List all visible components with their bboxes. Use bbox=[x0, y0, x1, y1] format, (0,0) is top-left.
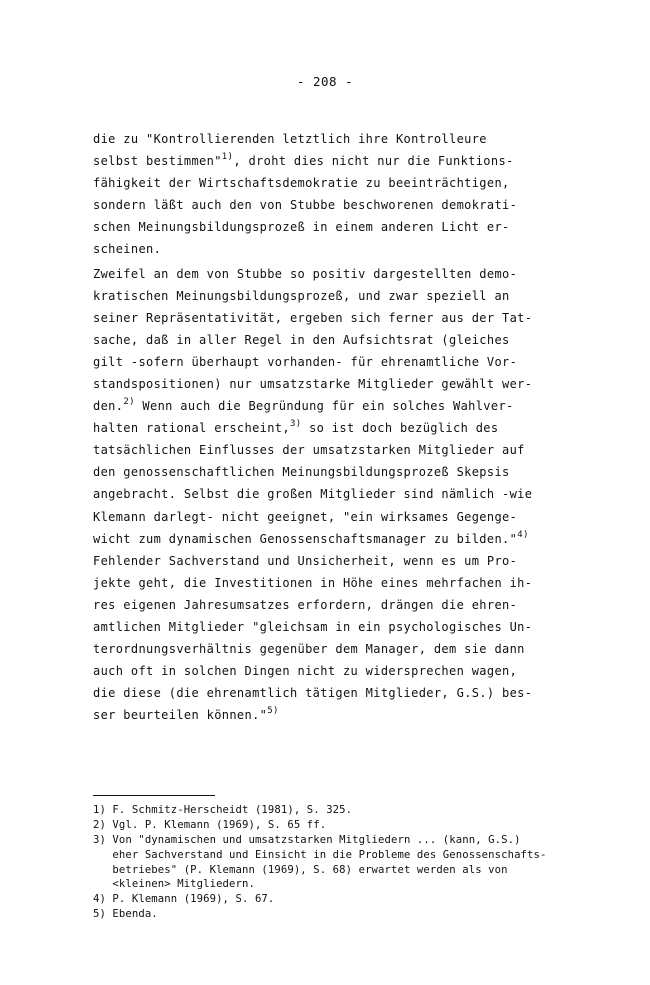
text-run: Wenn auch die Begründung für ein solches Wahlver- bbox=[134, 399, 514, 414]
text-run: halten rational erscheint, bbox=[93, 421, 290, 436]
text-line: standspositionen) nur umsatzstarke Mitglieder gewählt wer- bbox=[93, 377, 533, 392]
text-line: scheinen. bbox=[93, 242, 162, 257]
text-line bbox=[93, 704, 573, 726]
footnote-line: 2) Vgl. P. Klemann (1969), S. 65 ff. bbox=[93, 818, 327, 831]
footnote-ref: 4) bbox=[517, 529, 529, 540]
footnote-line: 4) P. Klemann (1969), S. 67. bbox=[93, 893, 275, 906]
text-run: wicht zum dynamischen Genossenschaftsmanager zu bilden." bbox=[93, 531, 518, 546]
footnote-ref: 1) bbox=[221, 152, 234, 163]
text-run: ser beurteilen können." bbox=[93, 707, 268, 722]
text-line bbox=[93, 417, 573, 439]
paragraph-2 bbox=[93, 263, 573, 726]
text-line: tatsächlichen Einflusses der umsatzstarken Mitglieder auf bbox=[93, 443, 525, 458]
text-line: sondern läßt auch den von Stubbe beschworenen demokrati- bbox=[93, 198, 518, 213]
footnote-line: 5) Ebenda. bbox=[93, 908, 158, 921]
text-line bbox=[93, 395, 573, 417]
text-line: jekte geht, die Investitionen in Höhe eines mehrfachen ih- bbox=[93, 575, 533, 590]
footnote-ref: 2) bbox=[123, 397, 135, 408]
text-line: seiner Repräsentativität, ergeben sich ferner aus der Tat- bbox=[93, 311, 533, 326]
text-run: , droht dies nicht nur die Funktions- bbox=[233, 154, 514, 169]
text-line: sache, daß in aller Regel in den Aufsichtsrat (gleiches bbox=[93, 333, 510, 348]
page-number: - 208 - bbox=[296, 74, 354, 89]
footnotes bbox=[93, 803, 573, 922]
text-line: gilt -sofern überhaupt vorhanden- für ehrenamtliche Vor- bbox=[93, 355, 518, 370]
paragraph-1 bbox=[93, 128, 573, 260]
text-run: so ist doch bezüglich des bbox=[301, 421, 499, 436]
footnote-line: <kleinen> Mitgliedern. bbox=[93, 878, 255, 891]
text-line: auch oft in solchen Dingen nicht zu widersprechen wagen, bbox=[93, 663, 518, 678]
text-line: fähigkeit der Wirtschaftsdemokratie zu beeinträchtigen, bbox=[93, 176, 510, 191]
text-line: res eigenen Jahresumsatzes erfordern, drängen die ehren- bbox=[93, 597, 518, 612]
text-line: den genossenschaftlichen Meinungsbildungsprozeß Skepsis bbox=[93, 465, 510, 480]
text-line: kratischen Meinungsbildungsprozeß, und zwar speziell an bbox=[93, 289, 510, 304]
text-line bbox=[93, 528, 573, 550]
text-run: den. bbox=[93, 399, 124, 414]
footnote-separator bbox=[93, 795, 215, 796]
text-line: amtlichen Mitglieder "gleichsam in ein psychologisches Un- bbox=[93, 619, 533, 634]
footnote-line: 1) F. Schmitz-Herscheidt (1981), S. 325. bbox=[93, 804, 353, 816]
text-run: selbst bestimmen" bbox=[93, 154, 222, 169]
text-line: die diese (die ehrenamtlich tätigen Mitglieder, G.S.) bes- bbox=[93, 685, 533, 700]
footnote-line: eher Sachverstand und Einsicht in die Probleme des Genossenschafts- bbox=[93, 848, 547, 861]
footnote-line: betriebes" (P. Klemann (1969), S. 68) erwartet werden als von bbox=[93, 863, 508, 876]
footnote-ref: 3) bbox=[289, 419, 302, 430]
text-line: schen Meinungsbildungsprozeß in einem anderen Licht er- bbox=[93, 220, 510, 235]
text-line: die zu "Kontrollierenden letztlich ihre Kontrolleure bbox=[93, 132, 487, 146]
text-line: terordnungsverhältnis gegenüber dem Manager, dem sie dann bbox=[93, 641, 525, 656]
footnote-ref: 5) bbox=[267, 705, 279, 716]
footnote-line: 3) Von "dynamischen und umsatzstarken Mitgliedern ... (kann, G.S.) bbox=[93, 833, 521, 846]
text-line bbox=[93, 150, 573, 172]
text-line: angebracht. Selbst die großen Mitglieder sind nämlich -wie bbox=[93, 487, 533, 502]
text-line: Zweifel an dem von Stubbe so positiv dargestellten demo- bbox=[93, 267, 518, 281]
text-line: Klemann darlegt- nicht geeignet, "ein wirksames Gegenge- bbox=[93, 509, 518, 524]
text-line: Fehlender Sachverstand und Unsicherheit, wenn es um Pro- bbox=[93, 553, 518, 568]
